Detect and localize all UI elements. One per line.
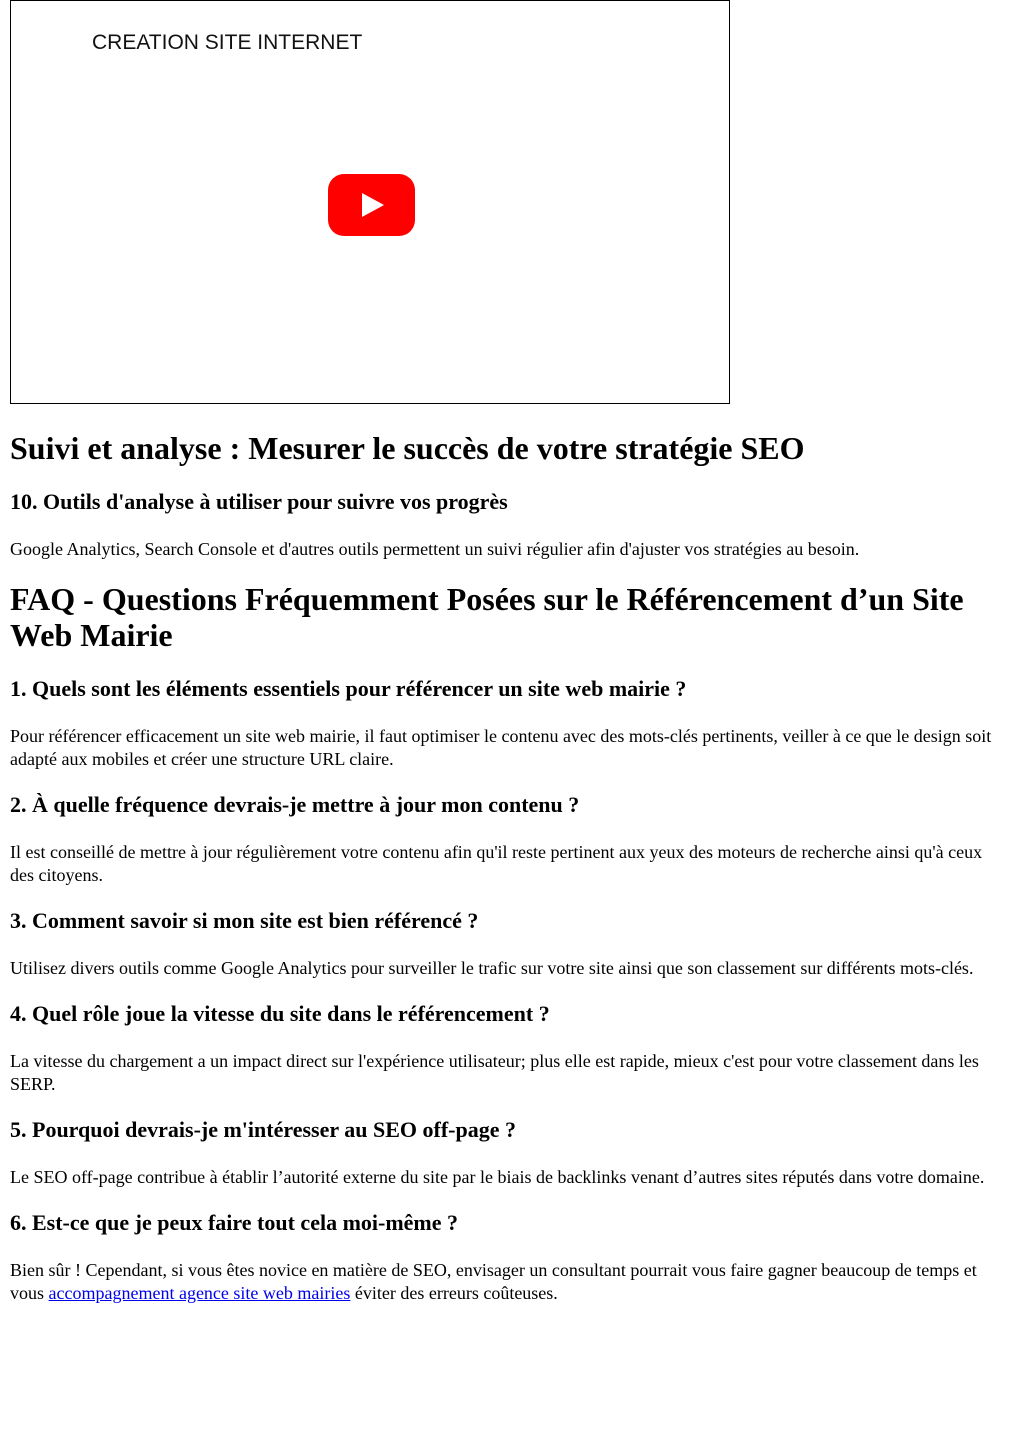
faq-answer-6-text-before: Bien sûr ! Cependant, si vous êtes novice en matière de SEO, envisager un consultant pourrait vous faire gagner beaucoup de temps et vous [10, 1260, 977, 1303]
faq-answer-6 [10, 1259, 1005, 1305]
video-title[interactable]: CREATION SITE INTERNET [92, 31, 363, 54]
youtube-play-icon [328, 174, 415, 236]
faq-answer-6-text-after: éviter des erreurs coûteuses. [350, 1283, 558, 1303]
faq-question-1: 1. Quels sont les éléments essentiels pour référencer un site web mairie ? [10, 676, 687, 701]
faq-answer-5: Le SEO off-page contribue à établir l’autorité externe du site par le biais de backlinks venant d’autres sites réputés dans votre domaine. [10, 1167, 985, 1187]
faq-answer-3: Utilisez divers outils comme Google Analytics pour surveiller le trafic sur votre site ainsi que son classement sur différents mots-clés. [10, 958, 974, 978]
video-embed[interactable] [10, 0, 730, 404]
faq-question-5: 5. Pourquoi devrais-je m'intéresser au SEO off-page ? [10, 1117, 516, 1142]
faq-question-6: 6. Est-ce que je peux faire tout cela moi-même ? [10, 1210, 459, 1235]
faq-answer-4: La vitesse du chargement a un impact direct sur l'expérience utilisateur; plus elle est rapide, mieux c'est pour votre classement dans les SERP. [10, 1051, 979, 1094]
article-content [10, 420, 1005, 1325]
faq-answer-2: Il est conseillé de mettre à jour régulièrement votre contenu afin qu'il reste pertinent aux yeux des moteurs de recherche ainsi qu'à ceux des citoyens. [10, 842, 983, 885]
faq-answer-1: Pour référencer efficacement un site web mairie, il faut optimiser le contenu avec des mots-clés pertinents, veiller à ce que le design soit adapté aux mobiles et créer une structure URL claire. [10, 726, 992, 769]
subheading-analytics-tools: 10. Outils d'analyse à utiliser pour suivre vos progrès [10, 489, 508, 514]
section-heading-tracking: Suivi et analyse : Mesurer le succès de votre stratégie SEO [10, 430, 805, 466]
faq-question-2: 2. À quelle fréquence devrais-je mettre à jour mon contenu ? [10, 792, 580, 817]
faq-question-4: 4. Quel rôle joue la vitesse du site dans le référencement ? [10, 1001, 550, 1026]
faq-question-3: 3. Comment savoir si mon site est bien référencé ? [10, 908, 479, 933]
youtube-play-button[interactable] [328, 174, 415, 236]
agency-link[interactable]: accompagnement agence site web mairies [48, 1283, 351, 1303]
faq-heading: FAQ - Questions Fréquemment Posées sur le Référencement d’un Site Web Mairie [10, 581, 964, 653]
paragraph-analytics-tools: Google Analytics, Search Console et d'autres outils permettent un suivi régulier afin d'ajuster vos stratégies au besoin. [10, 539, 860, 559]
